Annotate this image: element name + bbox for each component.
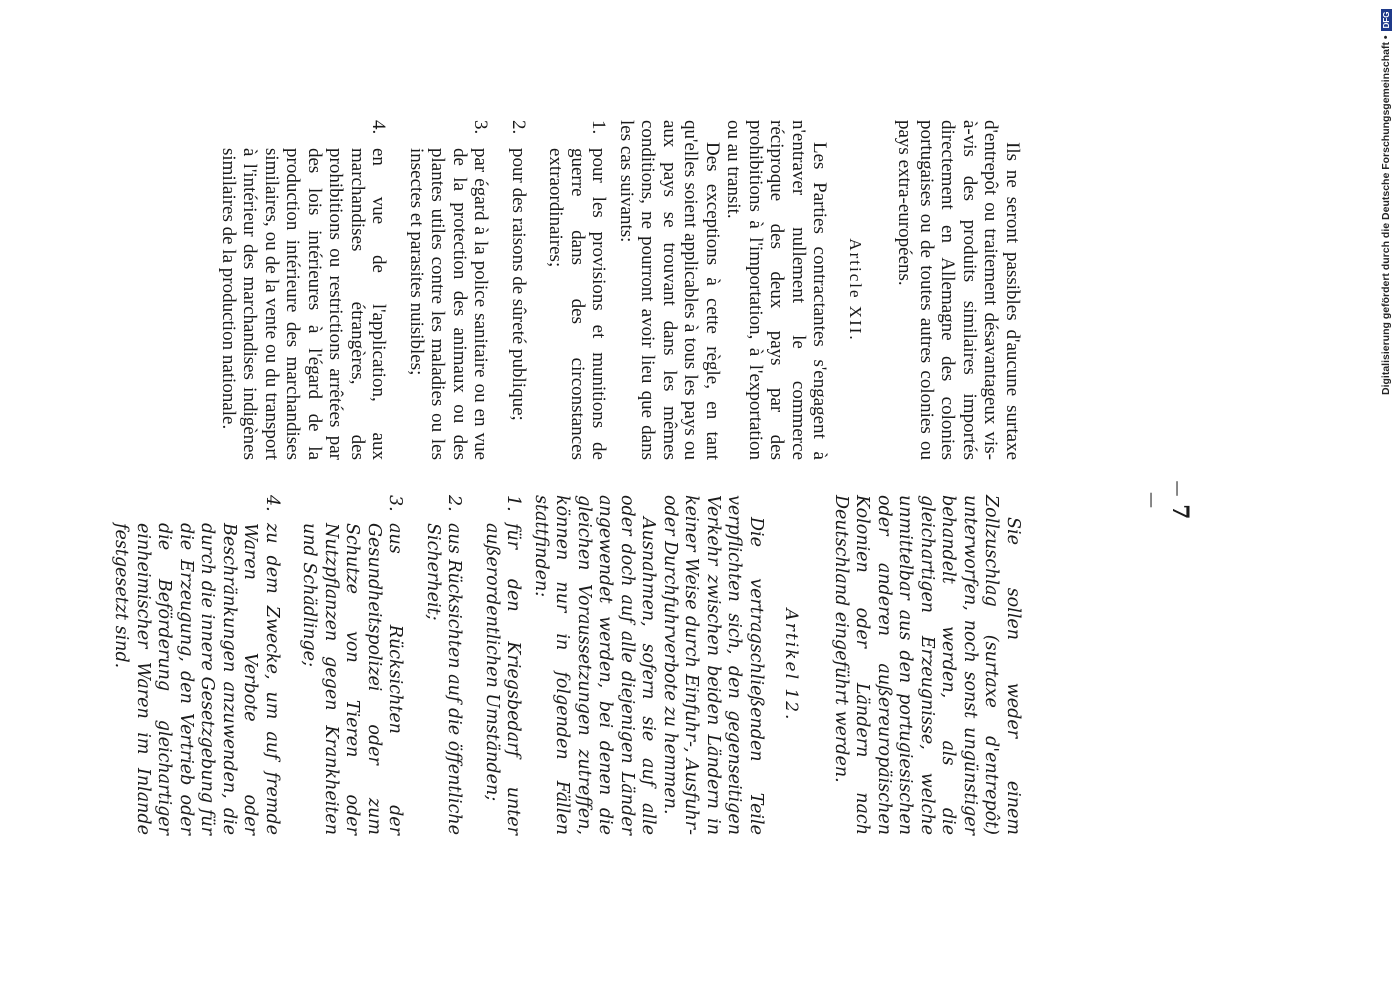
page-number: — 7 — [1143,480,1193,520]
french-list-item: 2. pour des raisons de sûreté publique; [508,120,529,421]
german-paragraph-1: Die vertragschließenden Teile verpflichten sich, den gegenseitigen Verkehr zwischen beiden Ländern in keiner Weise durch Einfuhr-, Ausfuhr- oder Durchfuhrverbote zu hemmen. [660,495,766,835]
german-list-item: 2. aus Rücksichten auf die öffentliche Sicherheit; [423,495,465,835]
french-article-heading: Article XII. [846,238,865,342]
german-intro: Sie sollen weder einem Zollzuschlag (surtaxe d'entrepôt) unterworfen, noch sonst ungünstiger behandelt werden, als die gleichartigen Erzeugnisse, welche unmittelbar aus den portugiesischen oder anderen außereuropäischen Kolonien oder Ländern nach Deutschland eingeführt werden. [831,495,1023,835]
german-article-heading: Artikel 12. [781,608,802,722]
french-intro: Ils ne seront passibles d'aucune surtaxe d'entrepôt ou traitement désavantageux vis-à-vis des produits similaires importés directement en Allemagne des colonies portugaises ou de toutes autres colonies ou pays extra-européens. [894,120,1023,460]
french-column [218,120,1024,460]
dfg-logo: DFG [1381,9,1392,32]
french-paragraph-1: Les Parties contractantes s'engagent à n'entraver nullement le commerce réciproque des deux pays par des prohibitions à l'importation, à l'exportation ou au transit. [723,120,831,460]
german-list-item: 3. aus Rücksichten der Gesundheitspolizei oder zum Schutze von Tieren oder Nutzpflanzen gegen Krankheiten und Schädlinge; [299,495,406,835]
german-column [110,495,1023,835]
digitization-footer [1361,0,1392,1000]
french-paragraph-2: Des exceptions à cette règle, en tant qu'elles soient applicables à tous les pays ou aux pays se trouvant dans les mêmes conditions, ne pourront avoir lieu que dans les cas suivants: [616,120,723,460]
french-list-item: 3. par égard à la police sanitaire ou en vue de la protection des animaux ou des plantes utiles contre les maladies ou les insectes et parasites nuisibles; [406,120,492,460]
french-list-item: 4. en vue de l'application, aux marchandises étrangères, des prohibitions ou restrictions arrêtées par des lois intérieures à l'égard de la production intérieure des marchandises similaires, ou de la vente ou du transport à l'intérieur des marchandises indigènes similaires de la production nationale. [218,120,390,460]
page-number-value: 7 [1167,504,1193,520]
footer-text: Digitalisierung gefördert durch die Deutsche Forschungsgemeinschaft • [1380,35,1392,395]
german-list-item: 4. zu dem Zwecke, um auf fremde Waren Verbote oder Beschränkungen anzuwenden, die durch die innere Gesetzgebung für die Erzeugung, den Vertrieb oder die Beförderung gleichartiger einheimischer Waren im Inlande festgesetzt sind. [111,495,282,835]
german-paragraph-2: Ausnahmen, sofern sie auf alle oder doch auf alle diejenigen Länder angewendet werden, bei denen die gleichen Voraussetzungen zutreffen, können nur in folgenden Fällen stattfinden: [531,495,659,835]
german-list-item: 1. für den Kriegsbedarf unter außerordentlichen Umständen; [482,495,524,835]
french-list-item: 1. pour les provisions et munitions de guerre dans des circonstances extraordinaires; [545,120,610,460]
